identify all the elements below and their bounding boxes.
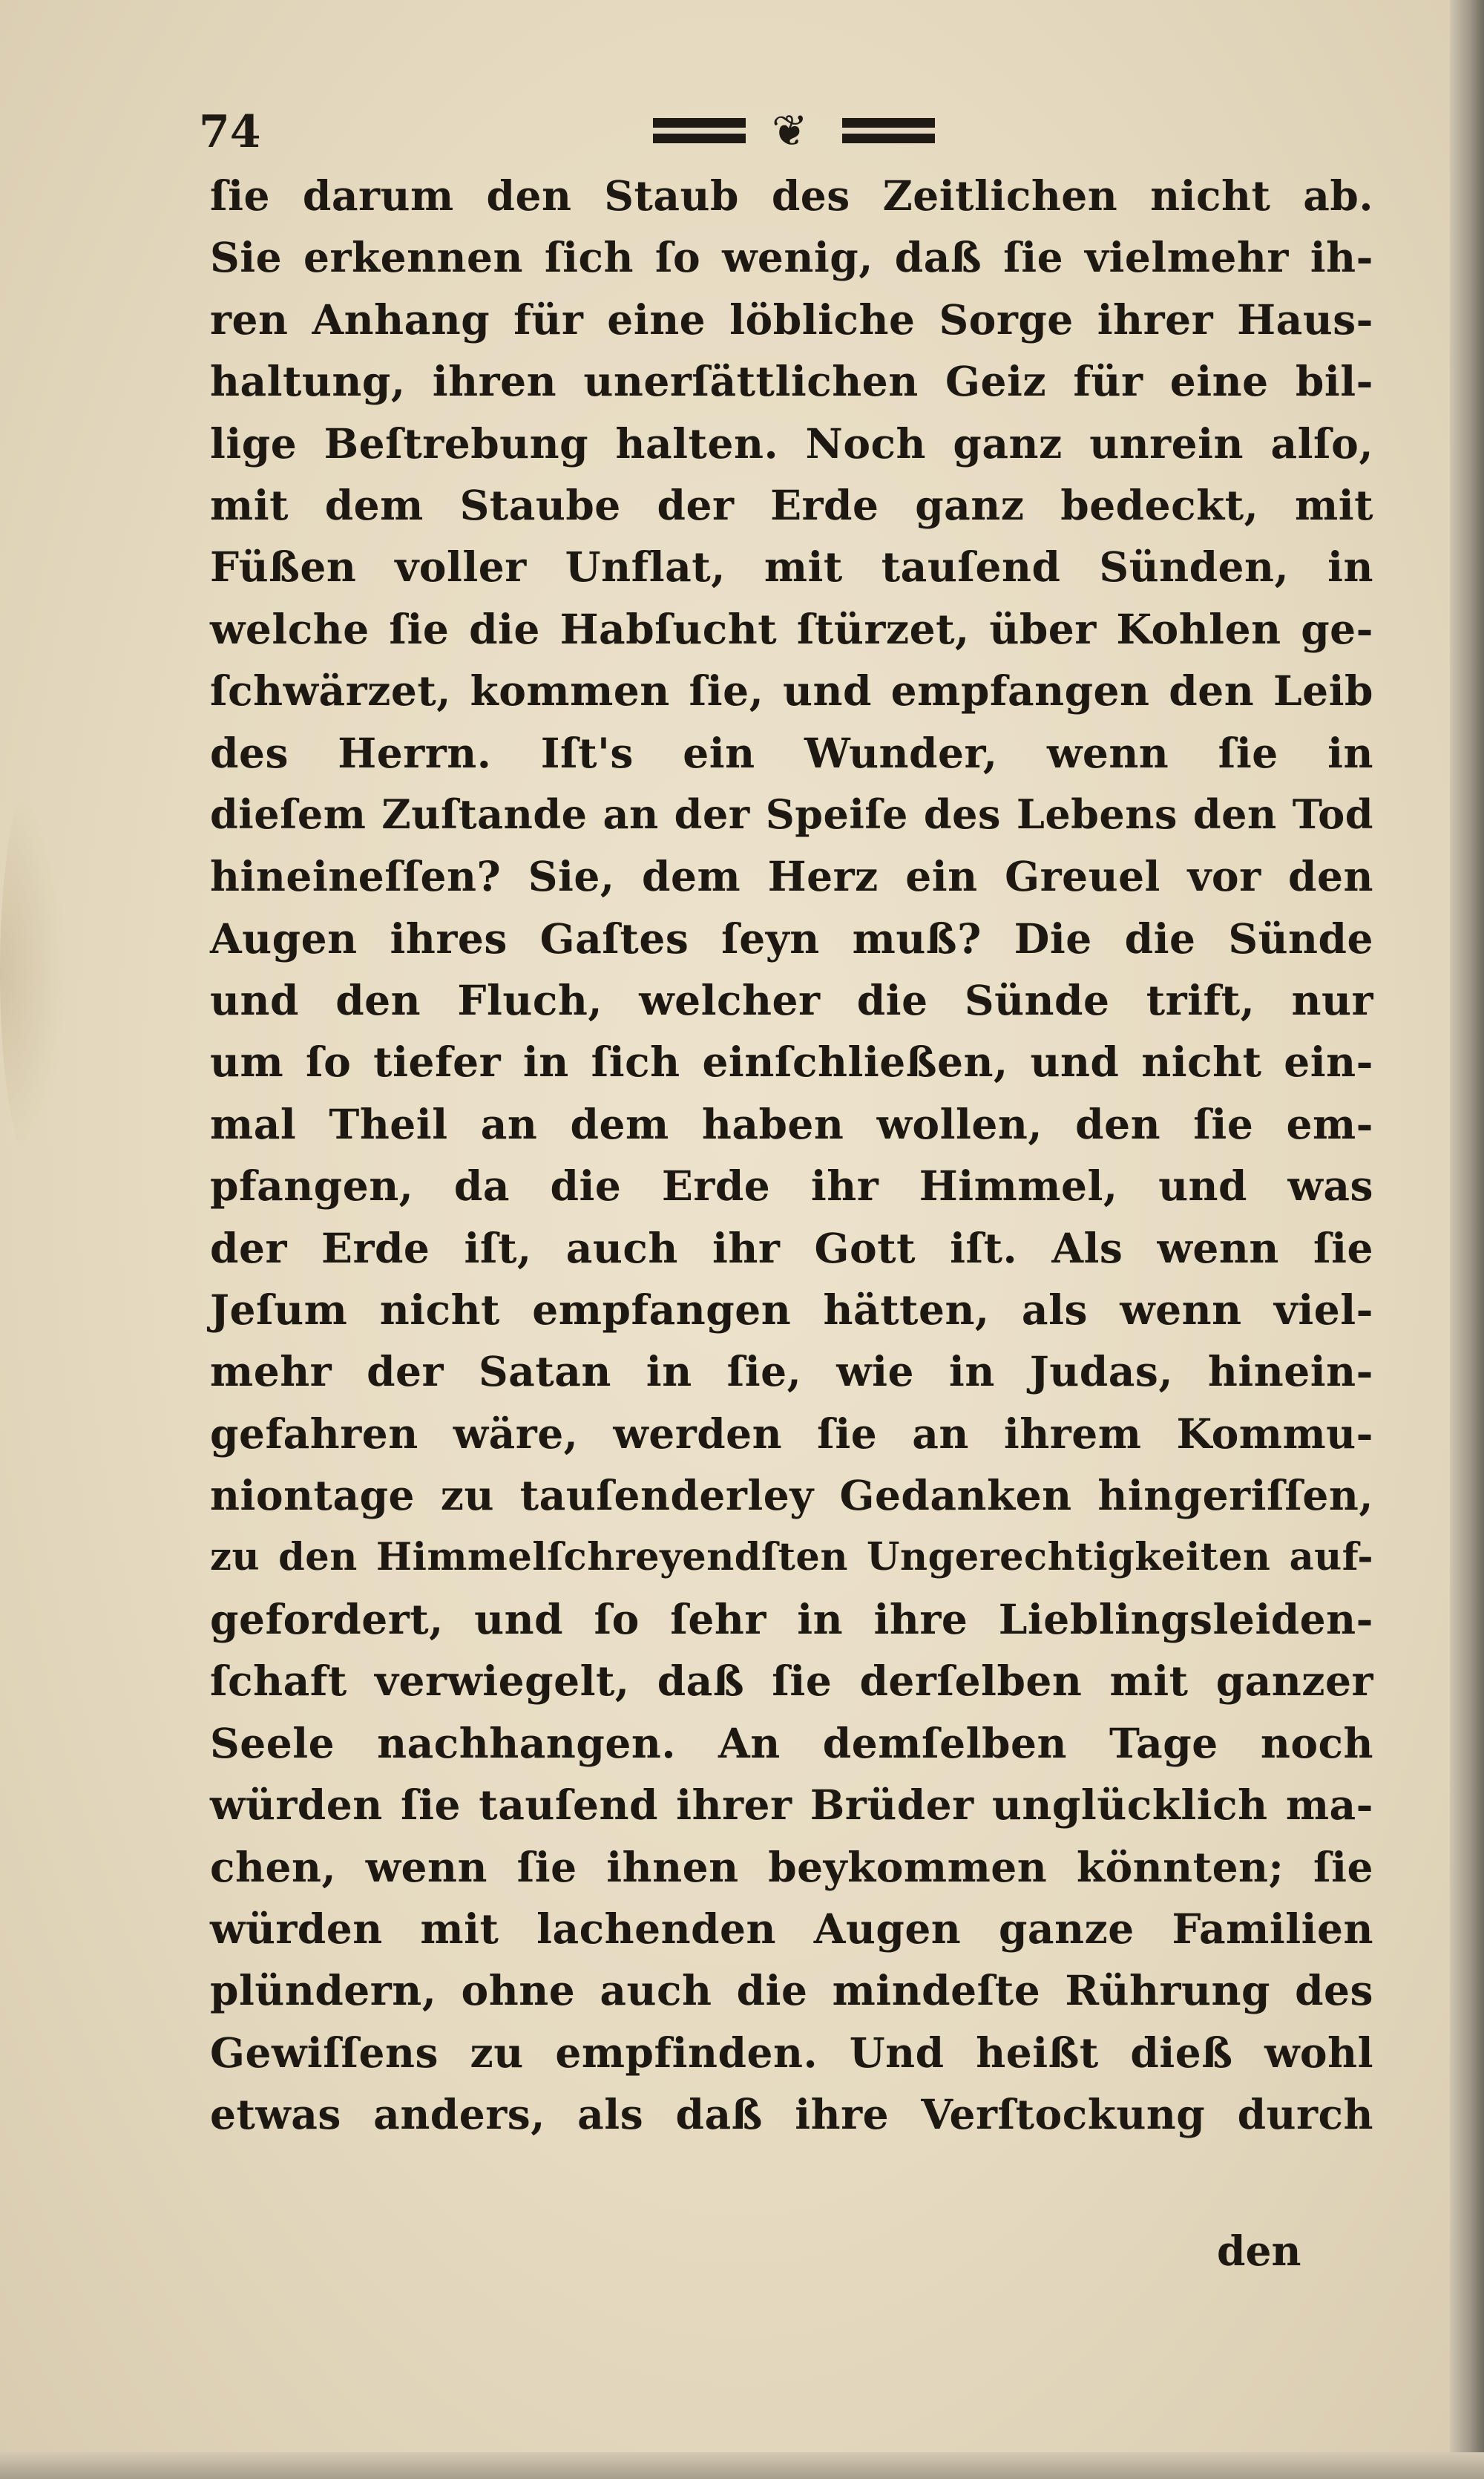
page-number: 74 — [199, 106, 261, 158]
text-line: Sie erkennen ſich ſo wenig, daß ſie vielmehr ih- — [210, 233, 1373, 282]
body-text — [210, 165, 1373, 2146]
text-line: ſchaft verwiegelt, daß ſie derſelben mit ganzer — [210, 1657, 1373, 1706]
text-line: mehr der Satan in ſie, wie in Judas, hinein- — [210, 1347, 1373, 1396]
text-line: Gewiſſens zu empfinden. Und heißt dieß wohl — [210, 2028, 1373, 2077]
text-line: würden mit lachenden Augen ganze Familien — [210, 1904, 1373, 1953]
text-line: welche ſie die Habſucht ſtürzet, über Kohlen ge- — [210, 604, 1373, 653]
text-line: ren Anhang für eine löbliche Sorge ihrer Haus- — [210, 295, 1373, 344]
page-bottom-edge — [0, 2452, 1484, 2479]
text-line: etwas anders, als daß ihre Verſtockung durch — [210, 2090, 1373, 2139]
text-line: chen, wenn ſie ihnen beykommen könnten; ſie — [210, 1842, 1373, 1891]
ornament-rule-right-top — [842, 118, 935, 128]
text-line: haltung, ihren unerſättlichen Geiz für eine bil- — [210, 357, 1373, 406]
text-line: niontage zu tauſenderley Gedanken hingeriſſen, — [210, 1471, 1373, 1520]
text-line: der Erde iſt, auch ihr Gott iſt. Als wenn ſie — [210, 1223, 1373, 1272]
text-line: Augen ihres Gaſtes ſeyn muß? Die die Sünde — [210, 914, 1373, 963]
ornament-rule-left-bottom — [653, 134, 746, 143]
text-line: ſchwärzet, kommen ſie, und empfangen den Leib — [210, 667, 1373, 715]
text-line: lige Beſtrebung halten. Noch ganz unrein alſo, — [210, 419, 1373, 468]
text-line: plündern, ohne auch die mindeſte Rührung des — [210, 1966, 1373, 2015]
text-line: Seele nachhangen. An demſelben Tage noch — [210, 1718, 1373, 1767]
text-line: würden ſie tauſend ihrer Brüder unglücklich ma- — [210, 1781, 1373, 1830]
text-line: zu den Himmelſchreyendſten Ungerechtigkeiten auf- — [210, 1534, 1373, 1579]
text-line: des Herrn. Iſt's ein Wunder, wenn ſie in — [210, 728, 1373, 777]
text-line: ſie darum den Staub des Zeitlichen nicht ab. — [210, 171, 1373, 220]
text-line: gefahren wäre, werden ſie an ihrem Kommu- — [210, 1409, 1373, 1458]
text-line: um ſo tiefer in ſich einſchließen, und nicht ein- — [210, 1038, 1373, 1087]
catchword: den — [1217, 2227, 1301, 2275]
text-line: Füßen voller Unflat, mit tauſend Sünden, in — [210, 543, 1373, 592]
text-line: dieſem Zuſtande an der Speiſe des Lebens den Tod — [210, 790, 1373, 838]
ornament-rule-left-top — [653, 118, 746, 128]
text-line: Jeſum nicht empfangen hätten, als wenn viel- — [210, 1286, 1373, 1335]
ornament-rule-right-bottom — [842, 134, 935, 143]
header-ornament — [646, 105, 950, 156]
paper-stain — [0, 779, 67, 1165]
text-line: und den Fluch, welcher die Sünde trift, nur — [210, 976, 1373, 1025]
text-line: gefordert, und ſo ſehr in ihre Lieblingsleiden- — [210, 1594, 1373, 1643]
page-edge — [1450, 0, 1484, 2479]
text-line: mit dem Staube der Erde ganz bedeckt, mit — [210, 480, 1373, 529]
text-line: pfangen, da die Erde ihr Himmel, und was — [210, 1162, 1373, 1211]
fleuron-icon: ❦ — [772, 105, 808, 156]
text-line: mal Theil an dem haben wollen, den ſie em- — [210, 1099, 1373, 1148]
text-line: hineineſſen? Sie, dem Herz ein Greuel vor den — [210, 852, 1373, 901]
